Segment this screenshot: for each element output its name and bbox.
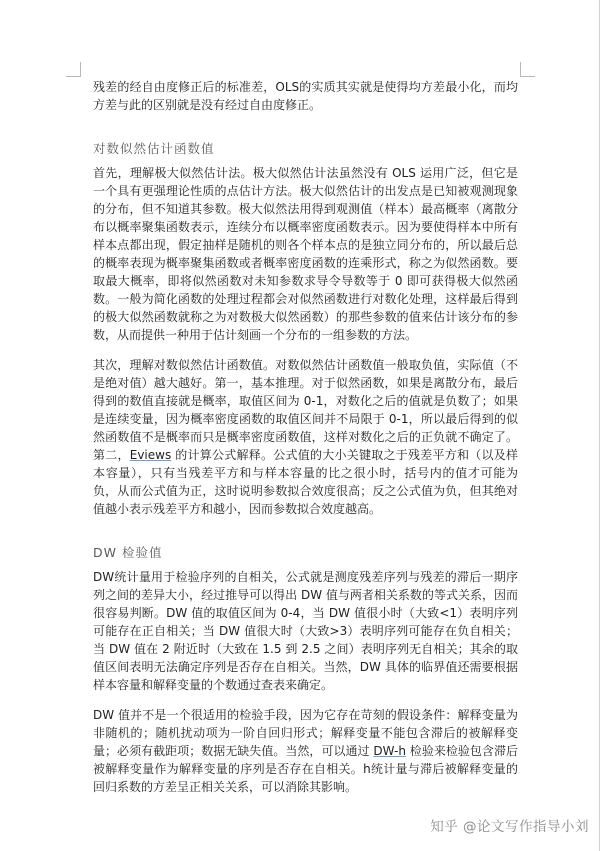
- loglikelihood-paragraph-1: 首先，理解极大似然估计法。极大似然估计法虽然没有 OLS 运用广泛，但它是一个具有更强理论性质的点估计方法。极大似然估计的出发点是已知被观测现象的分布，但不知道其参数。极大似然法用得到观测值（样本）最高概率（离散分布以概率聚集函数表示，连续分布以概率密度函数表示。因为要使得样本中所有样本点都出现，假定抽样是随机的则各个样本点的是独立同分布的，所以最后总的概率表现为概率聚集函数或者概率密度函数的连乘形式，称之为似然函数。要取最大概率，即将似然函数对未知参数求导令导数等于 0 即可获得极大似然函数。一般为简化函数的处理过程都会对似然函数进行对数化处理，这样最后得到的极大似然函数就称之为对数极大似然函数）的那些参数的值来估计该分布的参数，从而提供一种用于估计刻画一个分布的一组参数的方法。: [93, 166, 518, 342]
- eviews-term: Eviews: [129, 448, 172, 462]
- crop-mark-top-right: [520, 62, 535, 77]
- intro-paragraph: 残差的经自由度修正后的标准差，OLS的实质其实就是使得均方差最小化，而均方差与此的区别就是没有经过自由度修正。: [93, 80, 518, 112]
- dw-paragraph-1: DW统计量用于检验序列的自相关，公式就是测度残差序列与残差的滞后一期序列之间的差异大小，经过推导可以得出 DW 值与两者相关系数的等式关系，因而很容易判断。DW 值的取值区间为 0-4，当 DW 值很小时（大致<1）表明序列可能存在正自相关；当 DW 值很大时（大致>3）表明序列可能存在负自相关；当 DW 值在 2 附近时（大致在 1.5 到 2.5 之间）表明序列无自相关；其余的取值区间表明无法确定序列是否存在自相关。当然，DW 具体的临界值还需要根据样本容量和解释变量的个数通过查表来确定。: [93, 570, 518, 692]
- paragraph-text: 其次，理解对数似然估计函数值。对数似然估计函数值一般取负值，实际值（不是绝对值）越大越好。第一，基本推理。对于似然函数，如果是离散分布，最后得到的数值直接就是概率，取值区间为 0-1，对数化之后的值就是负数了；如果是连续变量，因为概率密度函数的取值区间并不局限于 0-1，所以最后得到的似然函数值不是概率而只是概率密度函数值，这样对数化之后的正负就不确定了。第二，: [93, 358, 518, 462]
- dw-h-term: DW-h: [373, 744, 406, 758]
- dw-paragraph-2: [93, 706, 518, 796]
- paragraph-text: 的计算公式解释。公式值的大小关键取之于残差平方和（以及样本容量），只有当残差平方和与样本容量的比之很小时，括号内的值才可能为负，从而公式值为正，这时说明参数拟合效度很高；反之公式值为负，但其绝对值越小表示残差平方和越小，因而参数拟合效度越高。: [93, 448, 518, 516]
- document-body: [93, 78, 518, 808]
- crop-mark-top-left: [66, 62, 81, 77]
- loglikelihood-paragraph-2: [93, 356, 518, 518]
- section-heading-dw: DW 检验值: [93, 545, 163, 560]
- paragraph-text: 检验来检验包含滞后被解释变量作为解释变量的序列是否存在自相关。h统计量与滞后被解释变量的回归系数的方差呈正相关关系，可以消除其影响。: [93, 744, 518, 794]
- section-heading-loglikelihood: 对数似然估计函数值: [93, 141, 215, 156]
- zhihu-watermark: 知乎 @论文写作指导小刘: [430, 819, 589, 835]
- paragraph-text: DW 值并不是一个很适用的检验手段，因为它存在苛刻的假设条件：解释变量为非随机的；随机扰动项为一阶自回归形式；解释变量不能包含滞后的被解释变量；必须有截距项；数据无缺失值。当然，可以通过: [93, 708, 518, 758]
